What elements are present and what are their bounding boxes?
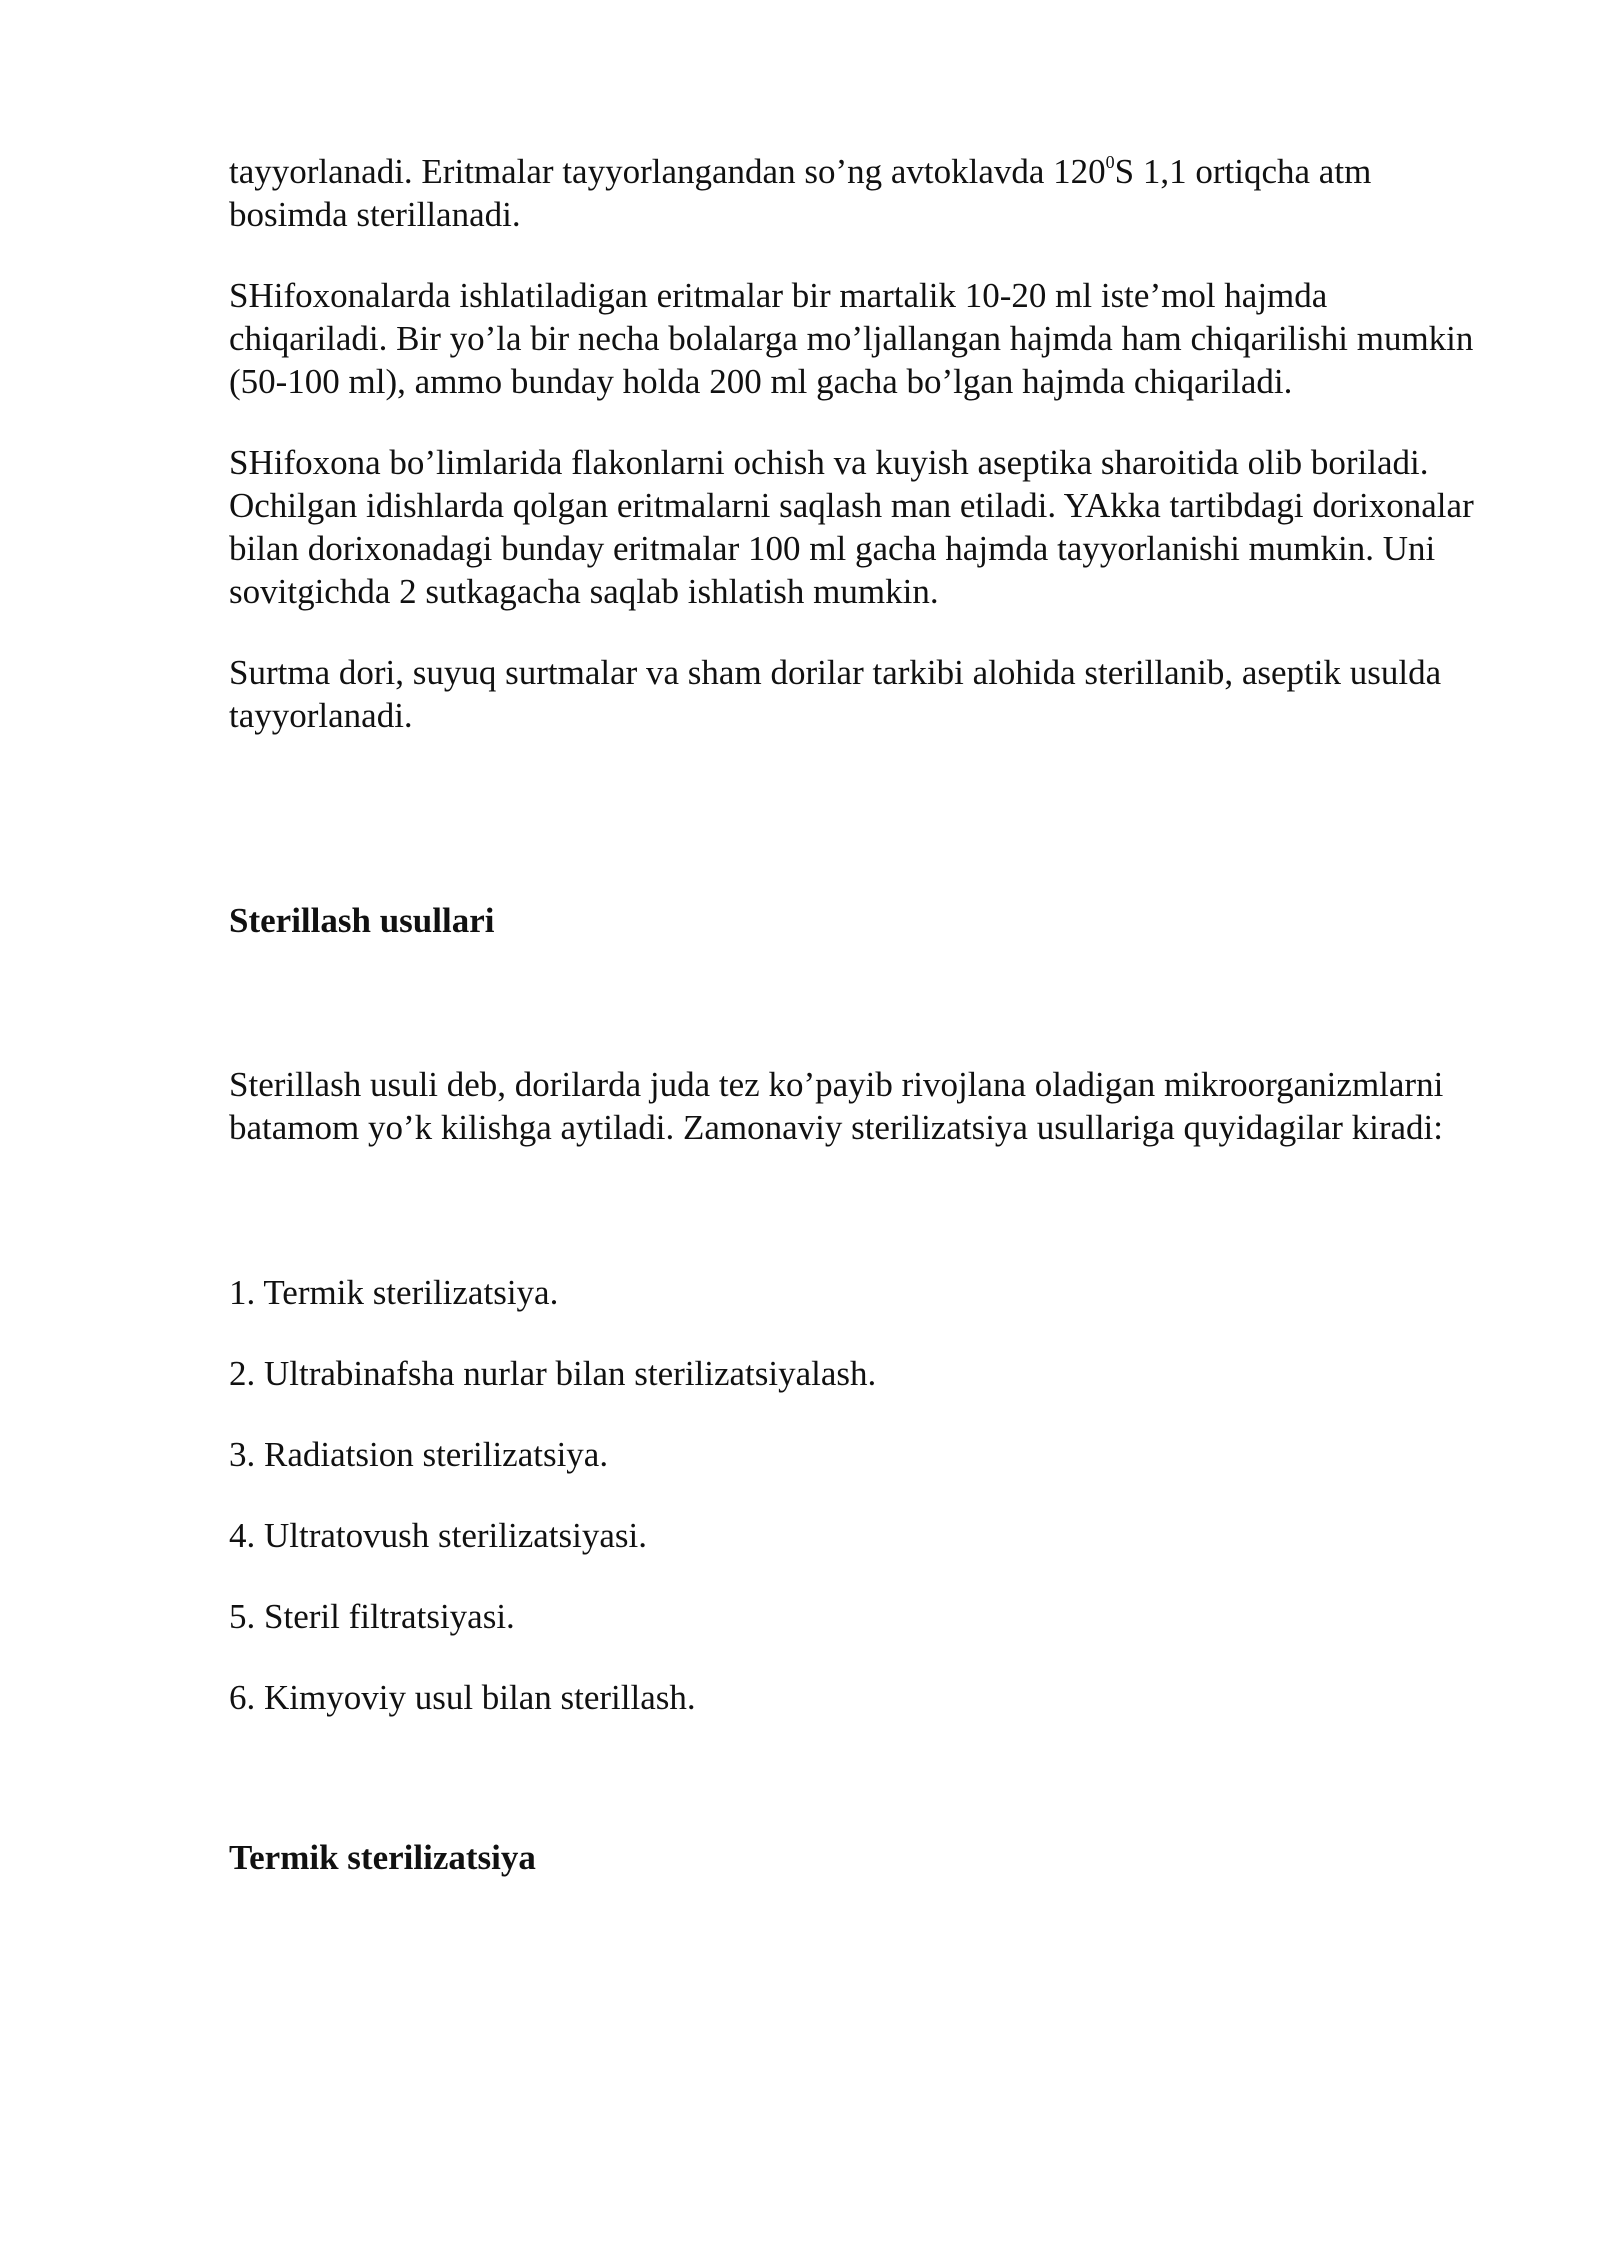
paragraph-ointments: Surtma dori, suyuq surtmalar va sham dorilar tarkibi alohida sterillanib, aseptik usulda tayyorlanadi. [229, 653, 1442, 735]
list-item: 6. Kimyoviy usul bilan sterillash. [229, 1678, 696, 1717]
list-item: 2. Ultrabinafsha nurlar bilan sterilizatsiyalash. [229, 1354, 877, 1393]
superscript-degree: 0 [1105, 152, 1115, 173]
list-item: 4. Ultratovush sterilizatsiyasi. [229, 1516, 647, 1555]
paragraph-autoclave-text-end: S 1,1 ortiqcha atm bosimda sterillanadi. [229, 152, 1372, 234]
list-item: 5. Steril filtratsiyasi. [229, 1597, 515, 1636]
section-heading-thermal-sterilization: Termik sterilizatsiya [229, 1838, 536, 1877]
paragraph-hospital-solutions: SHifoxonalarda ishlatiladigan eritmalar bir martalik 10-20 ml iste’mol hajmda chiqariladi. Bir yo’la bir necha bolalarga mo’ljallangan hajmda ham chiqarilishi mumkin (50-100 ml), ammo bunday holda 200 ml gacha bo’lgan hajmda chiqariladi. [229, 276, 1474, 401]
list-item: 3. Radiatsion sterilizatsiya. [229, 1435, 609, 1474]
list-item: 1. Termik sterilizatsiya. [229, 1273, 559, 1312]
paragraph-sterilization-definition: Sterillash usuli deb, dorilarda juda tez ko’payib rivojlana oladigan mikroorganizmlarni batamom yo’k kilishga aytiladi. Zamonaviy sterilizatsiya usullariga quyidagilar kiradi: [229, 1065, 1444, 1147]
paragraph-autoclave [229, 150, 1479, 236]
paragraph-autoclave-text-start: tayyorlanadi. Eritmalar tayyorlangandan so’ng avtoklavda 120 [229, 152, 1106, 191]
paragraph-hospital-departments: SHifoxona bo’limlarida flakonlarni ochish va kuyish aseptika sharoitida olib boriladi. Ochilgan idishlarda qolgan eritmalarni saqlash man etiladi. YAkka tartibdagi dorixonalar bilan dorixonadagi bunday eritmalar 100 ml gacha hajmda tayyorlanishi mumkin. Uni sovitgichda 2 sutkagacha saqlab ishlatish mumkin. [229, 443, 1474, 611]
section-heading-sterilization-methods: Sterillash usullari [229, 901, 495, 940]
sterilization-methods-list [229, 1271, 1479, 1719]
document-body [229, 150, 1479, 1879]
